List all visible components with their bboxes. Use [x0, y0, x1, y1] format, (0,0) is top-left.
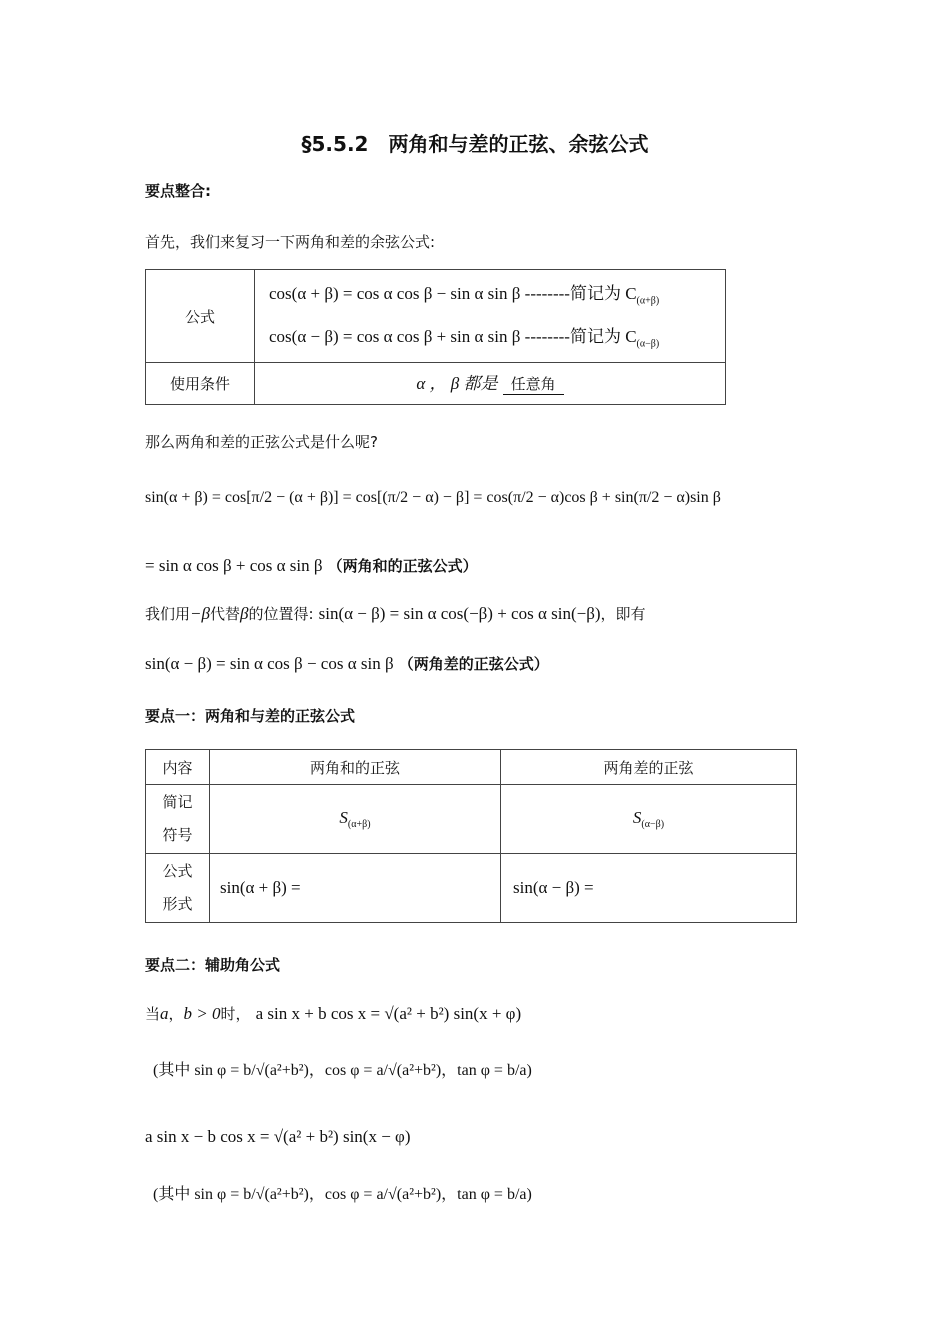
intro-text: 首先，我们来复习一下两角和差的余弦公式: — [145, 233, 436, 251]
section-heading-integration: 要点整合: — [145, 182, 211, 200]
derivation-line-2: = sin α cos β + cos α sin β （两角和的正弦公式） — [145, 556, 478, 575]
point1-heading: 要点一：两角和与差的正弦公式 — [145, 707, 356, 725]
cosine-formulas-cell — [255, 270, 726, 363]
label-formula: 公式 — [146, 270, 255, 363]
derivation-line-3: 我们用−β代替β的位置得: sin(α − β) = sin α cos(−β) + cos α sin(−β)，即有 — [145, 604, 646, 623]
aux-formula-1: 当a，b > 0时， a sin x + b cos x = √(a² + b²) sin(x + φ) — [145, 1004, 522, 1023]
sine-formula-table — [145, 749, 797, 923]
aux-where-1: (其中 sin φ = b/√(a²+b²)，cos φ = a/√(a²+b²)，tan φ = b/a) — [153, 1062, 532, 1079]
header-diff: 两角差的正弦 — [501, 750, 797, 785]
cosine-formula-table — [145, 269, 726, 405]
cos-diff-formula: cos(α − β) = cos α cos β + sin α sin β --------简记为 $C_{(\alpha-\beta)}$ — [269, 327, 660, 350]
derivation-line-4: sin(α − β) = sin α cos β − cos α sin β （两角差的正弦公式） — [145, 654, 549, 673]
question-text: 那么两角和差的正弦公式是什么呢? — [145, 433, 378, 451]
row-label-form: 公式 形式 — [146, 854, 210, 923]
aux-where-2: (其中 sin φ = b/√(a²+b²)，cos φ = a/√(a²+b²)，tan φ = b/a) — [153, 1186, 532, 1203]
header-content: 内容 — [146, 750, 210, 785]
aux-formula-2: a sin x − b cos x = √(a² + b²) sin(x − φ) — [145, 1127, 411, 1146]
diff-formula-cell: sin(α − β) = — [501, 854, 797, 923]
page-title: §5.5.2 两角和与差的正弦、余弦公式 — [301, 132, 649, 156]
cos-sum-formula: cos(α + β) = cos α cos β − sin α sin β --------简记为 $C_{(\alpha+\beta)}$ — [269, 283, 660, 306]
sum-formula-cell: sin(α + β) = — [210, 854, 501, 923]
condition-prefix: α ， β 都是 — [416, 374, 498, 393]
derivation-line-1: sin(α + β) = cos[π/2 − (α + β)] = cos[(π/2 − α) − β] = cos(π/2 − α)cos β + sin(π/2 − α)sin β — [145, 489, 721, 506]
header-sum: 两角和的正弦 — [210, 750, 501, 785]
sum-symbol: $S_{(\alpha+\beta)}$ — [210, 785, 501, 854]
point2-heading: 要点二：辅助角公式 — [145, 956, 281, 974]
label-condition: 使用条件 — [146, 363, 255, 405]
diff-symbol: $S_{(\alpha-\beta)}$ — [501, 785, 797, 854]
condition-cell — [255, 363, 726, 405]
row-label-symbol: 简记 符号 — [146, 785, 210, 854]
condition-answer: 任意角 — [503, 375, 564, 395]
